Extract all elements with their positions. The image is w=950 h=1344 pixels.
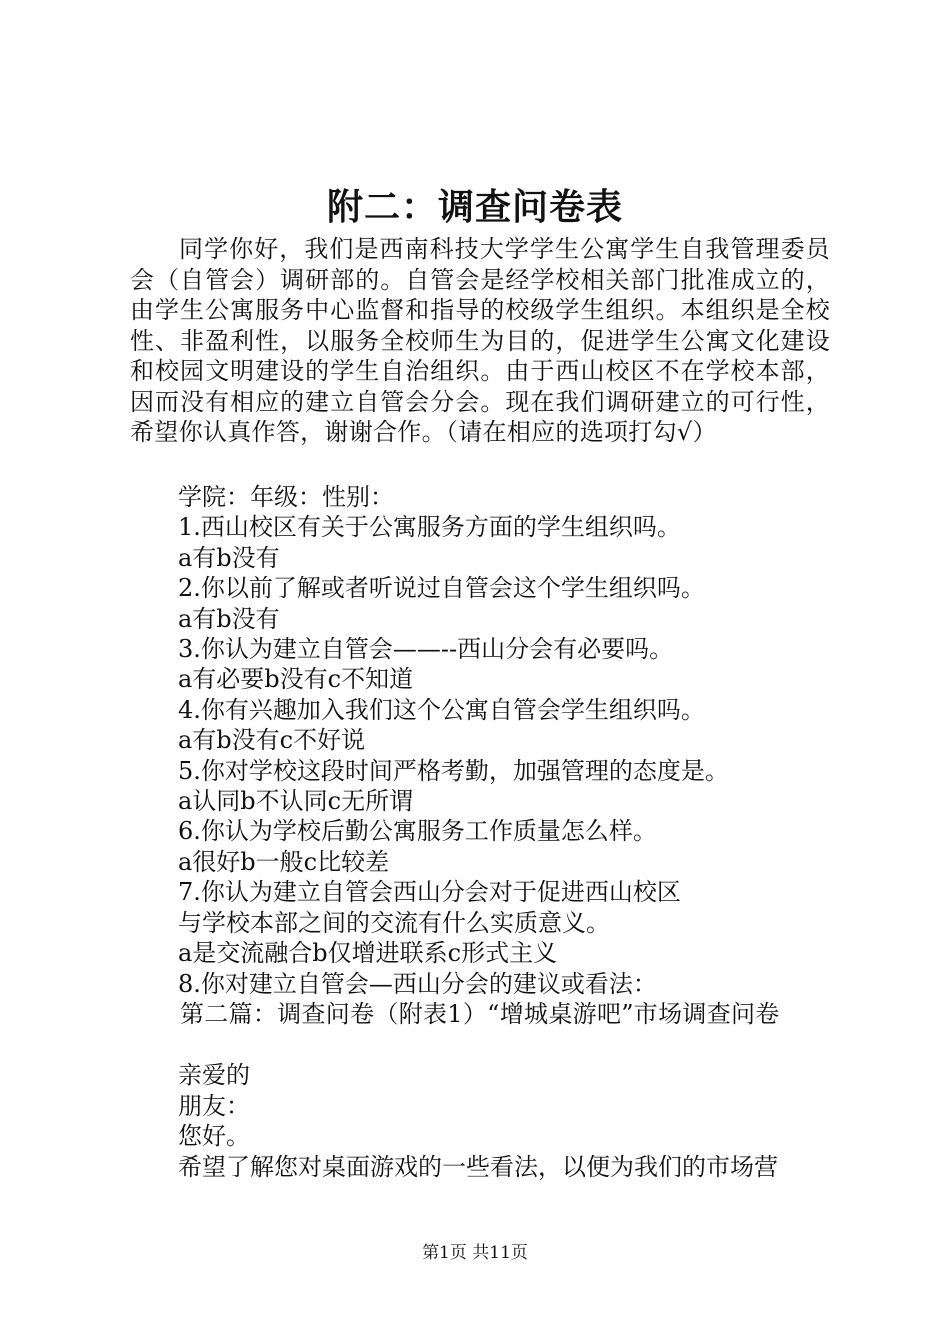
- intro-paragraph: 同学你好，我们是西南科技大学学生公寓学生自我管理委员会（自管会）调研部的。自管会是经学校相关部门批准成立的，由学生公寓服务中心监督和指导的校级学生组织。本组织是全校性、非盈利性，以服务全校师生为目的，促进学生公寓文化建设和校园文明建设的学生自治组织。由于西山校区不在学校本部，因而没有相应的建立自管会分会。现在我们调研建立的可行性，希望你认真作答，谢谢合作。（请在相应的选项打勾√）: [130, 235, 830, 446]
- answer-options-5: a认同b不认同c无所谓: [178, 787, 414, 816]
- answer-options-1: a有b没有: [178, 543, 280, 572]
- section-2-body: [178, 1060, 838, 1182]
- question-2: 2.你以前了解或者听说过自管会这个学生组织吗。: [178, 574, 705, 603]
- question-7-line-2: 与学校本部之间的交流有什么实质意义。: [178, 908, 610, 937]
- question-6: 6.你认为学校后勤公寓服务工作质量怎么样。: [178, 817, 657, 846]
- greeting-line-2: 朋友：: [178, 1091, 250, 1120]
- answer-options-3: a有必要b没有c不知道: [178, 665, 414, 694]
- question-4: 4.你有兴趣加入我们这个公寓自管会学生组织吗。: [178, 695, 705, 724]
- answer-options-6: a很好b一般c比较差: [178, 847, 390, 876]
- question-7-line-1: 7.你认为建立自管会西山分会对于促进西山校区: [178, 878, 681, 907]
- closing-line: 希望了解您对桌面游戏的一些看法，以便为我们的市场营: [178, 1152, 778, 1181]
- answer-options-4: a有b没有c不好说: [178, 726, 366, 755]
- questionnaire-body: [178, 482, 838, 999]
- page-number-footer: 第1页 共11页: [422, 1243, 528, 1263]
- section-2-heading: 第二篇：调查问卷（附表1）“增城桌游吧”市场调查问卷: [180, 1000, 780, 1028]
- answer-options-7: a是交流融合b仅增进联系c形式主义: [178, 939, 558, 968]
- greeting-line-3: 您好。: [178, 1122, 250, 1150]
- question-1: 1.西山校区有关于公寓服务方面的学生组织吗。: [178, 513, 681, 542]
- greeting-line-1: 亲爱的: [178, 1061, 250, 1089]
- question-3: 3.你认为建立自管会——--西山分会有必要吗。: [178, 635, 674, 664]
- question-5: 5.你对学校这段时间严格考勤，加强管理的态度是。: [178, 756, 729, 785]
- document-title: 附二：调查问卷表: [326, 186, 623, 228]
- answer-options-2: a有b没有: [178, 604, 280, 633]
- info-line: 学院：年级：性别：: [178, 483, 394, 511]
- question-8: 8.你对建立自管会—西山分会的建议或看法：: [178, 969, 657, 998]
